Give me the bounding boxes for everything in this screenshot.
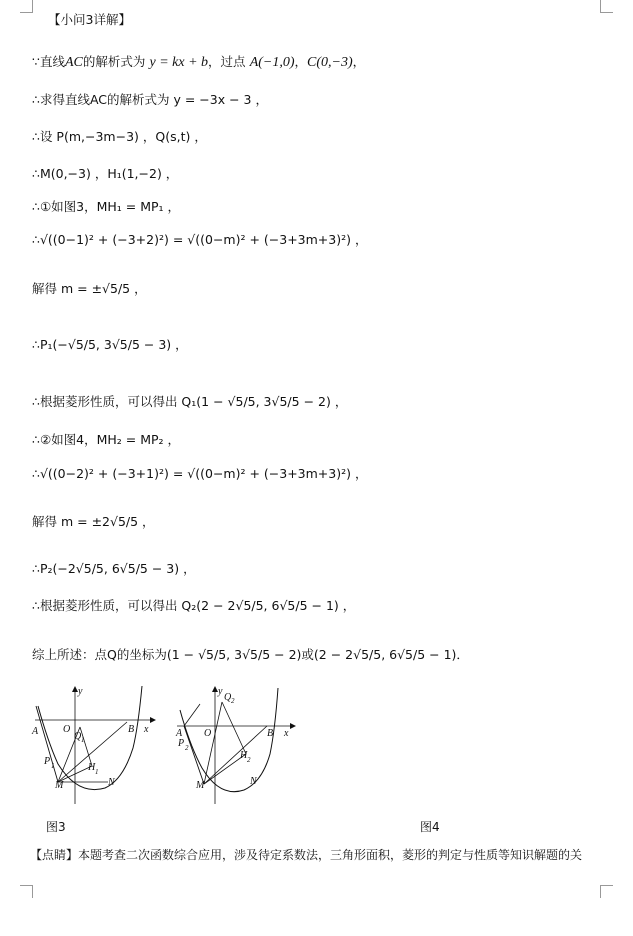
label-y: y <box>218 686 223 697</box>
segment-bm <box>204 726 267 784</box>
label-p: P <box>178 738 185 749</box>
label-q-sub: 2 <box>231 697 235 705</box>
label-h: H <box>88 762 96 773</box>
label-p: P <box>44 756 51 767</box>
label-q: Q <box>224 692 232 703</box>
label-a: A <box>176 728 183 739</box>
label-h-sub: 2 <box>247 756 251 764</box>
label-y: y <box>78 686 83 697</box>
crop-mark-bottom-right <box>600 885 613 898</box>
parabola <box>38 686 142 790</box>
figure-3-caption: 图3 <box>46 820 66 834</box>
crop-mark-top-right <box>600 0 613 13</box>
x-axis-arrow <box>290 723 296 729</box>
segment-qh <box>222 702 246 754</box>
label-a: A <box>32 726 39 737</box>
solution-line-9: ∴根据菱形性质，可以得出 Q₁(1 − √5/5, 3√5/5 − 2) ， <box>32 394 348 409</box>
solution-line-11: ∴√((0−2)² + (−3+1)²) = √((0−m)² + (−3+3m+3)²) ， <box>32 466 368 481</box>
solution-line-10: ∴②如图4，MH₂ = MP₂ ， <box>32 432 181 447</box>
comment-line: 【点睛】本题考查二次函数综合应用，涉及待定系数法，三角形面积，菱形的判定与性质等知识解题的关 <box>30 848 583 862</box>
segment-mq <box>204 702 222 784</box>
solution-line-14: ∴根据菱形性质，可以得出 Q₂(2 − 2√5/5, 6√5/5 − 1) ， <box>32 598 356 613</box>
label-n: N <box>250 776 257 787</box>
solution-line-4: ∴M(0,−3) ，H₁(1,−2) ， <box>32 166 179 181</box>
solution-line-2: ∴求得直线AC的解析式为 y = −3x − 3 ， <box>32 92 268 107</box>
solution-line-13: ∴P₂(−2√5/5, 6√5/5 − 3) ， <box>32 561 196 576</box>
solution-line-3: ∴设 P(m,−3m−3) ，Q(s,t) ， <box>32 129 207 144</box>
solution-line-8: ∴P₁(−√5/5, 3√5/5 − 3) ， <box>32 337 188 352</box>
label-n: N <box>108 777 115 788</box>
line-ac <box>36 706 58 782</box>
solution-line-6: ∴√((0−1)² + (−3+2)²) = √((0−m)² + (−3+3m+3)²) ， <box>32 232 368 247</box>
figure-4-diagram <box>172 684 302 809</box>
section-title: 【小问3详解】 <box>48 12 131 27</box>
label-p-sub: 1 <box>51 762 55 770</box>
label-q: Q <box>74 731 82 742</box>
x-axis-arrow <box>150 717 156 723</box>
label-p-sub: 2 <box>185 744 189 752</box>
label-m: M <box>55 780 64 791</box>
label-o: O <box>63 724 71 735</box>
parabola <box>180 688 278 792</box>
solution-line-15: 综上所述：点Q的坐标为(1 − √5/5, 3√5/5 − 2)或(2 − 2√5/5, 6√5/5 − 1)． <box>32 647 469 662</box>
segment-qh <box>80 727 92 766</box>
line-ac <box>184 726 204 784</box>
solution-line-7: 解得 m = ±√5/5 ， <box>32 281 147 296</box>
label-q-sub: 1 <box>81 736 85 744</box>
label-b: B <box>267 728 274 739</box>
label-m: M <box>196 780 205 791</box>
label-x: x <box>284 728 289 739</box>
label-b: B <box>128 724 135 735</box>
solution-line-5: ∴①如图3，MH₁ = MP₁ ， <box>32 199 181 214</box>
figure-3-diagram <box>30 684 160 809</box>
solution-line-1: ∵直线AC的解析式为 y = kx + b，过点 A(−1,0)，C(0,−3)， <box>32 54 366 70</box>
crop-mark-top-left <box>20 0 33 13</box>
label-h: H <box>240 750 248 761</box>
label-o: O <box>204 728 212 739</box>
label-h-sub: 1 <box>95 768 99 776</box>
solution-line-12: 解得 m = ±2√5/5 ， <box>32 514 155 529</box>
label-x: x <box>144 724 149 735</box>
crop-mark-bottom-left <box>20 885 33 898</box>
segment-ap <box>184 704 200 726</box>
figure-4-caption: 图4 <box>420 820 440 834</box>
